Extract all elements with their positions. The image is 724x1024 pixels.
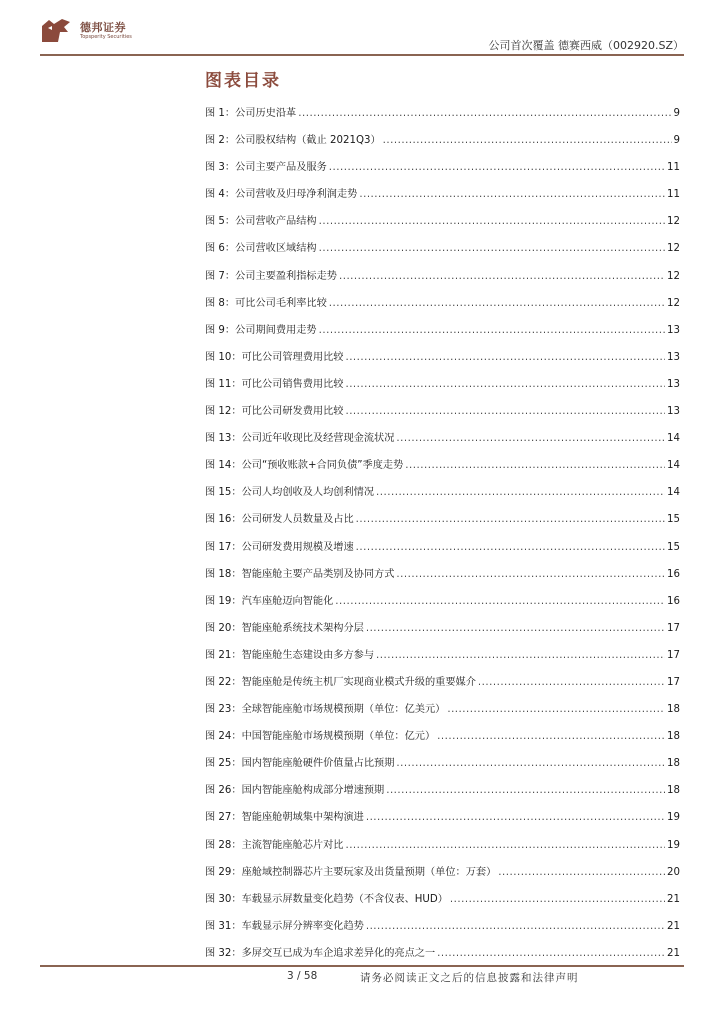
toc-entry-page: 13: [667, 378, 680, 390]
toc-leader-dots: [396, 569, 665, 580]
toc-entry[interactable]: [205, 619, 680, 646]
toc-entry-page: 18: [667, 758, 680, 770]
toc-entry-page: 9: [673, 108, 680, 119]
toc-entry-label: 图 17：公司研发费用规模及增速: [205, 541, 354, 553]
toc-leader-dots: [329, 298, 665, 309]
toc-entry-label: 图 3：公司主要产品及服务: [205, 162, 327, 174]
toc-entry[interactable]: [205, 538, 680, 565]
toc-entry-label: 图 12：可比公司研发费用比较: [205, 406, 344, 418]
toc-entry-label: 图 6：公司营收区域结构: [205, 243, 317, 255]
toc-leader-dots: [478, 677, 665, 688]
toc-entry-label: 图 2：公司股权结构（截止 2021Q3）: [205, 135, 381, 147]
toc-leader-dots: [396, 433, 665, 444]
toc-entry-label: 图 23：全球智能座舱市场规模预期（单位：亿美元）: [205, 704, 446, 716]
toc-leader-dots: [383, 135, 672, 146]
toc-entry-page: 11: [667, 189, 680, 201]
toc-entry-label: 图 4：公司营收及归母净利润走势: [205, 189, 358, 201]
toc-entry[interactable]: [205, 131, 680, 158]
toc-entry-label: 图 14：公司“预收账款+合同负债”季度走势: [205, 460, 404, 472]
toc-entry-page: 21: [667, 947, 680, 959]
bull-logo-icon: [40, 16, 74, 46]
toc-entry-page: 13: [667, 406, 680, 418]
toc-entry-page: 12: [667, 297, 680, 309]
toc-entry-page: 21: [667, 920, 680, 932]
toc-entry-label: 图 32：多屏交互已成为车企追求差异化的亮点之一: [205, 947, 436, 959]
figure-index-list: [205, 104, 680, 971]
toc-entry-page: 15: [667, 541, 680, 553]
toc-entry[interactable]: [205, 104, 680, 131]
toc-entry-page: 18: [667, 785, 680, 797]
toc-entry-page: 9: [673, 135, 680, 147]
toc-entry[interactable]: [205, 348, 680, 375]
toc-entry[interactable]: [205, 565, 680, 592]
toc-entry-label: 图 27：智能座舱朝域集中架构演进: [205, 812, 364, 824]
toc-entry-label: 图 19：汽车座舱迈向智能化: [205, 595, 334, 607]
toc-leader-dots: [359, 189, 665, 200]
toc-leader-dots: [345, 840, 665, 851]
toc-entry[interactable]: [205, 267, 680, 294]
report-header-title: 公司首次覆盖 德赛西威（002920.SZ）: [488, 39, 684, 52]
toc-entry[interactable]: [205, 917, 680, 944]
page-number: 3 / 58: [287, 970, 318, 982]
toc-entry-label: 图 30：车载显示屏数量变化趋势（不含仪表、HUD）: [205, 893, 448, 905]
toc-entry-page: 11: [667, 162, 680, 174]
toc-entry-label: 图 20：智能座舱系统技术架构分层: [205, 622, 364, 634]
toc-leader-dots: [345, 406, 665, 417]
toc-entry[interactable]: [205, 863, 680, 890]
toc-entry-page: 12: [667, 216, 680, 228]
toc-leader-dots: [376, 650, 665, 661]
toc-entry[interactable]: [205, 890, 680, 917]
toc-entry-label: 图 15：公司人均创收及人均创利情况: [205, 487, 375, 499]
toc-entry-page: 19: [667, 839, 680, 851]
toc-entry[interactable]: [205, 781, 680, 808]
toc-leader-dots: [498, 867, 665, 878]
toc-entry-label: 图 11：可比公司销售费用比较: [205, 378, 344, 390]
toc-entry[interactable]: [205, 944, 680, 971]
toc-entry-page: 12: [667, 270, 680, 282]
legal-disclaimer: 请务必阅读正文之后的信息披露和法律声明: [360, 972, 579, 984]
toc-entry-label: 图 31：车载显示屏分辨率变化趋势: [205, 920, 364, 932]
toc-leader-dots: [437, 731, 665, 742]
toc-entry-label: 图 10：可比公司管理费用比较: [205, 351, 344, 363]
toc-entry-label: 图 29：座舱域控制器芯片主要玩家及出货量预期（单位：万套）: [205, 866, 497, 878]
toc-entry-page: 16: [667, 568, 680, 580]
toc-entry-label: 图 13：公司近年收现比及经营现金流状况: [205, 433, 395, 445]
toc-entry[interactable]: [205, 321, 680, 348]
toc-leader-dots: [319, 243, 665, 254]
toc-leader-dots: [437, 948, 665, 959]
toc-leader-dots: [339, 271, 665, 282]
toc-leader-dots: [366, 812, 665, 823]
toc-entry[interactable]: [205, 185, 680, 212]
toc-entry[interactable]: [205, 673, 680, 700]
toc-entry-page: 18: [667, 731, 680, 743]
toc-entry[interactable]: [205, 700, 680, 727]
logo-english-name: Topsperity Securities: [80, 34, 132, 40]
toc-leader-dots: [319, 325, 665, 336]
toc-entry[interactable]: [205, 239, 680, 266]
toc-entry[interactable]: [205, 483, 680, 510]
toc-entry-page: 20: [667, 866, 680, 878]
toc-entry-page: 19: [667, 812, 680, 824]
toc-entry[interactable]: [205, 592, 680, 619]
toc-entry-page: 15: [667, 514, 680, 526]
toc-entry-page: 14: [667, 487, 680, 499]
section-title: 图表目录: [205, 71, 281, 91]
toc-entry[interactable]: [205, 754, 680, 781]
toc-entry-label: 图 8：可比公司毛利率比较: [205, 297, 327, 309]
toc-entry-label: 图 28：主流智能座舱芯片对比: [205, 839, 344, 851]
toc-entry-label: 图 1：公司历史沿革: [205, 108, 297, 119]
toc-entry-page: 13: [667, 324, 680, 336]
toc-entry[interactable]: [205, 375, 680, 402]
toc-leader-dots: [386, 785, 665, 796]
company-logo: [40, 16, 152, 46]
toc-entry[interactable]: [205, 646, 680, 673]
toc-entry[interactable]: [205, 727, 680, 754]
toc-entry-label: 图 5：公司营收产品结构: [205, 216, 317, 228]
toc-leader-dots: [329, 162, 665, 173]
toc-entry-label: 图 24：中国智能座舱市场规模预期（单位：亿元）: [205, 731, 436, 743]
toc-leader-dots: [345, 352, 665, 363]
toc-entry-page: 17: [667, 649, 680, 661]
toc-entry-label: 图 16：公司研发人员数量及占比: [205, 514, 354, 526]
toc-entry[interactable]: [205, 836, 680, 863]
toc-entry-page: 21: [667, 893, 680, 905]
toc-leader-dots: [335, 596, 665, 607]
toc-entry-page: 13: [667, 351, 680, 363]
toc-entry-page: 12: [667, 243, 680, 255]
toc-entry-label: 图 7：公司主要盈利指标走势: [205, 270, 337, 282]
toc-entry-label: 图 18：智能座舱主要产品类别及协同方式: [205, 568, 395, 580]
footer-divider: [40, 965, 684, 967]
logo-chinese-name: 德邦证券: [80, 21, 126, 34]
toc-leader-dots: [356, 542, 665, 553]
header-divider: [40, 54, 684, 56]
toc-leader-dots: [366, 921, 665, 932]
toc-leader-dots: [450, 894, 665, 905]
toc-entry-label: 图 21：智能座舱生态建设由多方参与: [205, 649, 375, 661]
toc-entry-page: 16: [667, 595, 680, 607]
toc-entry-label: 图 9：公司期间费用走势: [205, 324, 317, 336]
toc-entry[interactable]: [205, 294, 680, 321]
toc-entry-page: 17: [667, 622, 680, 634]
toc-leader-dots: [376, 487, 665, 498]
toc-entry-page: 18: [667, 704, 680, 716]
toc-leader-dots: [345, 379, 665, 390]
toc-leader-dots: [366, 623, 665, 634]
toc-entry-label: 图 26：国内智能座舱构成部分增速预期: [205, 785, 385, 797]
toc-entry[interactable]: [205, 429, 680, 456]
toc-entry-page: 14: [667, 433, 680, 445]
toc-entry[interactable]: [205, 402, 680, 429]
toc-leader-dots: [396, 758, 665, 769]
toc-entry[interactable]: [205, 808, 680, 835]
toc-entry[interactable]: [205, 212, 680, 239]
toc-entry-page: 17: [667, 676, 680, 688]
toc-leader-dots: [298, 108, 671, 119]
toc-entry[interactable]: [205, 158, 680, 185]
toc-leader-dots: [319, 216, 665, 227]
toc-entry[interactable]: [205, 456, 680, 483]
toc-entry-label: 图 22：智能座舱是传统主机厂实现商业模式升级的重要媒介: [205, 676, 476, 688]
toc-leader-dots: [405, 460, 665, 471]
toc-entry-page: 14: [667, 460, 680, 472]
toc-leader-dots: [447, 704, 665, 715]
toc-entry-label: 图 25：国内智能座舱硬件价值量占比预期: [205, 758, 395, 770]
toc-entry[interactable]: [205, 510, 680, 537]
toc-leader-dots: [356, 514, 665, 525]
